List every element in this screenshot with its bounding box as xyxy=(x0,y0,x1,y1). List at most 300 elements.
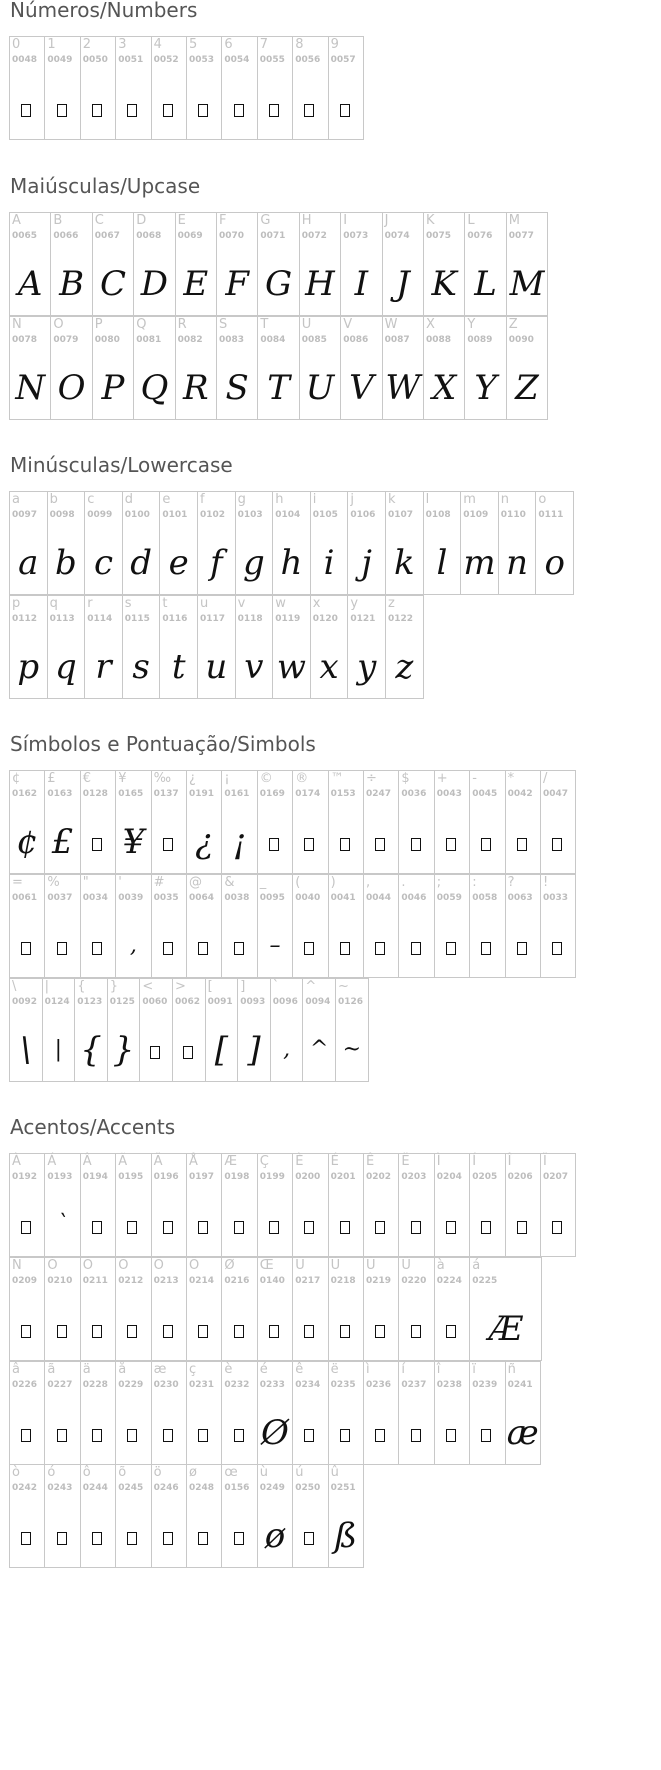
missing-glyph-box-icon xyxy=(21,1532,31,1545)
missing-glyph-box-icon xyxy=(269,1221,279,1234)
glyph-cell xyxy=(382,212,424,316)
glyph-sample: } xyxy=(112,1030,135,1070)
glyph-code-label: 0225 xyxy=(472,1276,498,1286)
glyph-cell xyxy=(505,874,541,978)
glyph-character-label: 4 xyxy=(153,37,162,52)
glyph-character-label: * xyxy=(507,771,515,786)
glyph-character-label: h xyxy=(275,492,284,507)
missing-glyph-box-icon xyxy=(411,1429,421,1442)
glyph-code-label: 0238 xyxy=(436,1380,462,1390)
glyph-cell xyxy=(133,212,175,316)
missing-glyph-box-icon xyxy=(304,1532,314,1545)
glyph-sample: L xyxy=(474,264,497,304)
glyph-code-label: 0067 xyxy=(94,231,120,241)
glyph-code-label: 0115 xyxy=(124,614,150,624)
glyph-code-label: 0118 xyxy=(237,614,263,624)
glyph-sample: ø xyxy=(264,1516,286,1556)
glyph-cell xyxy=(270,978,304,1082)
glyph-cell xyxy=(506,212,548,316)
glyph-character-label: U xyxy=(301,317,312,332)
glyph-character-label: i xyxy=(312,492,317,507)
glyph-character-label: Ö xyxy=(189,1258,200,1273)
glyph-character-label: 3 xyxy=(118,37,127,52)
glyph-character-label: Å xyxy=(189,1154,198,1169)
glyph-code-label: 0219 xyxy=(366,1276,392,1286)
glyph-character-label: ) xyxy=(330,875,336,890)
glyph-code-label: 0163 xyxy=(47,789,73,799)
glyph-cell xyxy=(9,491,48,595)
glyph-character-label: Æ xyxy=(224,1154,238,1169)
glyph-character-label: # xyxy=(153,875,165,890)
glyph-code-label: 0239 xyxy=(472,1380,498,1390)
glyph-cell xyxy=(398,874,434,978)
glyph-character-label: . xyxy=(401,875,406,890)
glyph-cell xyxy=(151,36,187,140)
glyph-character-label: Ê xyxy=(366,1154,375,1169)
glyph-cell xyxy=(385,595,424,699)
glyph-character-label: ñ xyxy=(507,1362,516,1377)
glyph-character-label: E xyxy=(177,213,186,228)
glyph-character-label: ¥ xyxy=(118,771,127,786)
glyph-code-label: 0230 xyxy=(153,1380,179,1390)
glyph-code-label: 0235 xyxy=(330,1380,356,1390)
glyph-cell xyxy=(347,491,386,595)
glyph-character-label: ‰ xyxy=(153,771,172,786)
glyph-sample: v xyxy=(244,647,264,687)
glyph-code-label: 0156 xyxy=(224,1483,250,1493)
glyph-code-label: 0055 xyxy=(259,55,285,65)
glyph-cell xyxy=(460,491,499,595)
glyph-cell xyxy=(80,1257,116,1361)
glyph-character-label: j xyxy=(350,492,355,507)
glyph-cell xyxy=(159,491,198,595)
missing-glyph-box-icon xyxy=(92,838,102,851)
glyph-code-label: 0212 xyxy=(118,1276,144,1286)
glyph-character-label: B xyxy=(53,213,63,228)
glyph-code-label: 0092 xyxy=(12,997,38,1007)
glyph-cell xyxy=(221,770,257,874)
glyph-cell xyxy=(328,1464,364,1568)
glyph-character-label: ã xyxy=(47,1362,56,1377)
missing-glyph-box-icon xyxy=(411,1221,421,1234)
glyph-cell xyxy=(464,212,506,316)
glyph-cell xyxy=(498,491,537,595)
glyph-cell xyxy=(434,1257,470,1361)
glyph-sample: ~ xyxy=(342,1037,362,1062)
glyph-character-label: Œ xyxy=(259,1258,274,1273)
glyph-sample: l xyxy=(436,543,448,583)
glyph-cell xyxy=(540,770,576,874)
missing-glyph-box-icon xyxy=(517,1221,527,1234)
glyph-sample: u xyxy=(205,647,228,687)
glyph-cell xyxy=(42,978,76,1082)
glyph-character-label: ¡ xyxy=(224,771,230,786)
glyph-code-label: 0249 xyxy=(259,1483,285,1493)
glyph-cell xyxy=(292,770,328,874)
glyph-character-label: m xyxy=(463,492,476,507)
glyph-code-label: 0082 xyxy=(177,335,203,345)
glyph-cell xyxy=(257,1464,293,1568)
missing-glyph-box-icon xyxy=(552,942,562,955)
glyph-cell xyxy=(115,1257,151,1361)
missing-glyph-box-icon xyxy=(446,942,456,955)
glyph-code-label: 0174 xyxy=(295,789,321,799)
glyph-code-label: 0112 xyxy=(12,614,38,624)
glyph-sample: b xyxy=(55,543,77,583)
glyph-code-label: 0117 xyxy=(200,614,226,624)
missing-glyph-box-icon xyxy=(198,104,208,117)
glyph-code-label: 0197 xyxy=(189,1172,215,1182)
glyph-cell xyxy=(434,874,470,978)
glyph-cell xyxy=(115,1361,151,1465)
glyph-sample: g xyxy=(243,543,265,583)
glyph-code-label: 0192 xyxy=(12,1172,38,1182)
glyph-code-label: 0246 xyxy=(153,1483,179,1493)
missing-glyph-box-icon xyxy=(340,1221,350,1234)
glyph-character-label: Y xyxy=(467,317,476,332)
glyph-code-label: 0052 xyxy=(153,55,179,65)
glyph-cell xyxy=(221,1361,257,1465)
glyph-cell xyxy=(272,491,311,595)
glyph-sample: j xyxy=(361,543,372,583)
glyph-code-label: 0045 xyxy=(472,789,498,799)
glyph-sample: s xyxy=(132,647,150,687)
glyph-cell xyxy=(257,1257,293,1361)
glyph-character-label: Õ xyxy=(153,1258,164,1273)
glyph-code-label: 0039 xyxy=(118,893,144,903)
missing-glyph-box-icon xyxy=(304,1325,314,1338)
glyph-code-label: 0038 xyxy=(224,893,250,903)
glyph-character-label: = xyxy=(12,875,23,890)
glyph-code-label: 0071 xyxy=(260,231,286,241)
glyph-cell xyxy=(151,1257,187,1361)
glyph-character-label: œ xyxy=(224,1465,238,1480)
glyph-character-label: æ xyxy=(153,1362,167,1377)
glyph-character-label: [ xyxy=(207,979,213,994)
glyph-character-label: ó xyxy=(47,1465,56,1480)
missing-glyph-box-icon xyxy=(198,942,208,955)
glyph-cell xyxy=(292,1153,328,1257)
missing-glyph-box-icon xyxy=(163,104,173,117)
glyph-code-label: 0243 xyxy=(47,1483,73,1493)
missing-glyph-box-icon xyxy=(446,838,456,851)
glyph-sample: Ø xyxy=(261,1413,289,1453)
missing-glyph-box-icon xyxy=(127,1325,137,1338)
glyph-sample: c xyxy=(93,543,113,583)
glyph-cell xyxy=(335,978,369,1082)
glyph-cell xyxy=(363,1361,399,1465)
glyph-cell xyxy=(115,36,151,140)
glyph-character-label: T xyxy=(260,317,269,332)
glyph-character-label: Î xyxy=(507,1154,512,1169)
glyph-cell xyxy=(257,1361,293,1465)
glyph-character-label: Ù xyxy=(295,1258,305,1273)
glyph-code-label: 0035 xyxy=(153,893,179,903)
missing-glyph-box-icon xyxy=(57,1532,67,1545)
glyph-character-label: R xyxy=(177,317,187,332)
glyph-code-label: 0109 xyxy=(463,510,489,520)
glyph-code-label: 0116 xyxy=(162,614,188,624)
glyph-cell xyxy=(175,316,217,420)
missing-glyph-box-icon xyxy=(21,104,31,117)
glyph-cell xyxy=(80,1153,116,1257)
glyph-code-label: 0063 xyxy=(507,893,533,903)
glyph-character-label: Â xyxy=(82,1154,92,1169)
missing-glyph-box-icon xyxy=(552,838,562,851)
glyph-cell xyxy=(139,978,173,1082)
glyph-code-label: 0209 xyxy=(12,1276,38,1286)
glyph-character-label: t xyxy=(162,596,168,611)
glyph-code-label: 0104 xyxy=(275,510,301,520)
glyph-cell xyxy=(328,770,364,874)
glyph-character-label: r xyxy=(87,596,93,611)
glyph-cell xyxy=(382,316,424,420)
glyph-code-label: 0036 xyxy=(401,789,427,799)
missing-glyph-box-icon xyxy=(198,1221,208,1234)
glyph-cell xyxy=(9,874,45,978)
glyph-character-label: Ó xyxy=(82,1258,94,1273)
missing-glyph-box-icon xyxy=(127,104,137,117)
glyph-character-label: G xyxy=(260,213,271,228)
glyph-sample: M xyxy=(509,264,545,304)
glyph-character-label: " xyxy=(82,875,89,890)
glyph-character-label: é xyxy=(259,1362,268,1377)
missing-glyph-box-icon xyxy=(481,838,491,851)
glyph-character-label: c xyxy=(87,492,95,507)
glyph-character-label: â xyxy=(12,1362,20,1377)
glyph-cell xyxy=(172,978,206,1082)
glyph-character-label: å xyxy=(118,1362,127,1377)
glyph-character-label: I xyxy=(343,213,348,228)
missing-glyph-box-icon xyxy=(127,1532,137,1545)
glyph-code-label: 0196 xyxy=(153,1172,179,1182)
glyph-cell xyxy=(292,1361,328,1465)
glyph-code-label: 0059 xyxy=(436,893,462,903)
glyph-character-label: ^ xyxy=(305,979,317,994)
glyph-character-label: - xyxy=(472,771,477,786)
glyph-cell xyxy=(464,316,506,420)
glyph-code-label: 0248 xyxy=(189,1483,215,1493)
missing-glyph-box-icon xyxy=(304,838,314,851)
glyph-sample: ¥ xyxy=(122,822,145,862)
glyph-sample: r xyxy=(95,647,112,687)
glyph-character-label: > xyxy=(175,979,186,994)
glyph-cell xyxy=(506,316,548,420)
glyph-code-label: 0103 xyxy=(237,510,263,520)
glyph-character-label: Á xyxy=(47,1154,57,1169)
glyph-character-label: v xyxy=(237,596,246,611)
glyph-code-label: 0202 xyxy=(366,1172,392,1182)
glyph-character-label: & xyxy=(224,875,235,890)
glyph-code-label: 0153 xyxy=(330,789,356,799)
missing-glyph-box-icon xyxy=(304,942,314,955)
missing-glyph-box-icon xyxy=(21,1429,31,1442)
glyph-character-label: < xyxy=(142,979,154,994)
glyph-code-label: 0108 xyxy=(425,510,451,520)
glyph-character-label: ' xyxy=(118,875,122,890)
missing-glyph-box-icon xyxy=(481,1221,491,1234)
glyph-character-label: Ü xyxy=(401,1258,411,1273)
glyph-code-label: 0137 xyxy=(153,789,179,799)
glyph-character-label: o xyxy=(538,492,547,507)
glyph-character-label: O xyxy=(53,317,64,332)
glyph-code-label: 0064 xyxy=(189,893,215,903)
glyph-code-label: 0213 xyxy=(153,1276,179,1286)
glyph-code-label: 0079 xyxy=(53,335,79,345)
glyph-character-label: ? xyxy=(507,875,515,890)
glyph-sample: ] xyxy=(247,1030,261,1070)
glyph-code-label: 0042 xyxy=(507,789,533,799)
glyph-character-label: 2 xyxy=(82,37,92,52)
glyph-code-label: 0050 xyxy=(82,55,108,65)
glyph-character-label: Z xyxy=(508,317,518,332)
glyph-sample: P xyxy=(101,368,125,408)
glyph-cell xyxy=(216,212,258,316)
glyph-cell xyxy=(133,316,175,420)
glyph-sample: æ xyxy=(506,1413,539,1453)
glyph-cell xyxy=(299,316,341,420)
missing-glyph-box-icon xyxy=(340,942,350,955)
glyph-cell xyxy=(328,874,364,978)
glyph-sample: h xyxy=(280,543,303,583)
missing-glyph-box-icon xyxy=(198,1429,208,1442)
glyph-code-label: 0053 xyxy=(189,55,215,65)
glyph-code-label: 0119 xyxy=(275,614,301,624)
glyph-character-label: è xyxy=(224,1362,233,1377)
glyph-code-label: 0051 xyxy=(118,55,144,65)
glyph-character-label: á xyxy=(472,1258,481,1273)
glyph-code-label: 0061 xyxy=(12,893,38,903)
glyph-cell xyxy=(122,491,161,595)
glyph-cell xyxy=(84,595,123,699)
glyph-code-label: 0041 xyxy=(330,893,356,903)
glyph-cell xyxy=(151,874,187,978)
missing-glyph-box-icon xyxy=(92,942,102,955)
missing-glyph-box-icon xyxy=(304,1221,314,1234)
glyph-character-label: € xyxy=(82,771,92,786)
glyph-character-label: | xyxy=(44,979,49,994)
glyph-character-label: z xyxy=(388,596,395,611)
glyph-cell xyxy=(505,1361,541,1465)
glyph-character-label: ï xyxy=(472,1362,476,1377)
glyph-code-label: 0087 xyxy=(384,335,410,345)
glyph-character-label: K xyxy=(426,213,435,228)
glyph-cell xyxy=(151,1361,187,1465)
glyph-code-label: 0086 xyxy=(343,335,369,345)
glyph-code-label: 0231 xyxy=(189,1380,215,1390)
glyph-character-label: V xyxy=(343,317,353,332)
missing-glyph-box-icon xyxy=(446,1429,456,1442)
glyph-code-label: 0033 xyxy=(543,893,569,903)
glyph-sample: ¿ xyxy=(195,822,214,862)
glyph-code-label: 0250 xyxy=(295,1483,321,1493)
glyph-cell xyxy=(292,36,328,140)
glyph-code-label: 0081 xyxy=(136,335,162,345)
glyph-code-label: 0078 xyxy=(12,335,38,345)
glyph-character-label: ë xyxy=(330,1362,339,1377)
glyph-cell xyxy=(299,212,341,316)
missing-glyph-box-icon xyxy=(517,838,527,851)
glyph-sample: z xyxy=(395,647,414,687)
glyph-cell xyxy=(328,1257,364,1361)
glyph-sample: X xyxy=(432,368,457,408)
glyph-character-label: / xyxy=(543,771,548,786)
glyph-cell xyxy=(9,212,51,316)
missing-glyph-box-icon xyxy=(375,942,385,955)
glyph-cell xyxy=(9,978,43,1082)
glyph-sample: x xyxy=(319,647,339,687)
glyph-character-label: ì xyxy=(366,1362,370,1377)
glyph-cell xyxy=(221,1257,257,1361)
glyph-character-label: g xyxy=(237,492,246,507)
glyph-code-label: 0245 xyxy=(118,1483,144,1493)
glyph-cell xyxy=(159,595,198,699)
glyph-cell xyxy=(44,874,80,978)
glyph-character-label: P xyxy=(94,317,103,332)
glyph-code-label: 0083 xyxy=(219,335,245,345)
glyph-character-label: Ò xyxy=(47,1258,58,1273)
glyph-character-label: F xyxy=(219,213,227,228)
missing-glyph-box-icon xyxy=(57,1429,67,1442)
glyph-cell xyxy=(186,770,222,874)
missing-glyph-box-icon xyxy=(340,104,350,117)
missing-glyph-box-icon xyxy=(92,104,102,117)
glyph-character-label: W xyxy=(384,317,398,332)
glyph-cell xyxy=(186,1153,222,1257)
glyph-sample: N xyxy=(15,368,46,408)
glyph-character-label: ù xyxy=(259,1465,269,1480)
glyph-code-label: 0077 xyxy=(508,231,534,241)
glyph-character-label: ô xyxy=(82,1465,91,1480)
glyph-cell xyxy=(257,36,293,140)
glyph-cell xyxy=(115,1464,151,1568)
glyph-character-label: Ì xyxy=(436,1154,441,1169)
section-title-accents: Acentos/Accents xyxy=(10,1115,176,1139)
glyph-character-label: î xyxy=(436,1362,441,1377)
glyph-character-label: p xyxy=(12,596,21,611)
glyph-cell xyxy=(434,1361,470,1465)
glyph-character-label: © xyxy=(259,771,273,786)
glyph-code-label: 0201 xyxy=(330,1172,356,1182)
glyph-character-label: Q xyxy=(136,317,147,332)
glyph-code-label: 0057 xyxy=(330,55,356,65)
glyph-code-label: 0097 xyxy=(12,510,38,520)
glyph-character-label: ç xyxy=(189,1362,197,1377)
glyph-sample: m xyxy=(463,543,496,583)
glyph-character-label: À xyxy=(12,1154,21,1169)
glyph-cell xyxy=(80,770,116,874)
missing-glyph-box-icon xyxy=(150,1046,160,1059)
section-title-numbers: Números/Numbers xyxy=(10,0,198,22)
glyph-cell xyxy=(50,316,92,420)
glyph-code-label: 0076 xyxy=(467,231,493,241)
missing-glyph-box-icon xyxy=(163,942,173,955)
glyph-code-label: 0241 xyxy=(507,1380,533,1390)
glyph-sample: A xyxy=(17,264,43,304)
glyph-code-label: 0085 xyxy=(301,335,327,345)
glyph-sample: Q xyxy=(140,368,169,408)
glyph-code-label: 0234 xyxy=(295,1380,321,1390)
glyph-character-label: e xyxy=(162,492,171,507)
glyph-code-label: 0088 xyxy=(426,335,452,345)
missing-glyph-box-icon xyxy=(269,838,279,851)
glyph-sample: p xyxy=(17,647,40,687)
glyph-character-label: 5 xyxy=(189,37,198,52)
missing-glyph-box-icon xyxy=(304,104,314,117)
section-title-lowercase: Minúsculas/Lowercase xyxy=(10,453,233,477)
glyph-code-label: 0204 xyxy=(436,1172,462,1182)
glyph-cell xyxy=(80,1464,116,1568)
